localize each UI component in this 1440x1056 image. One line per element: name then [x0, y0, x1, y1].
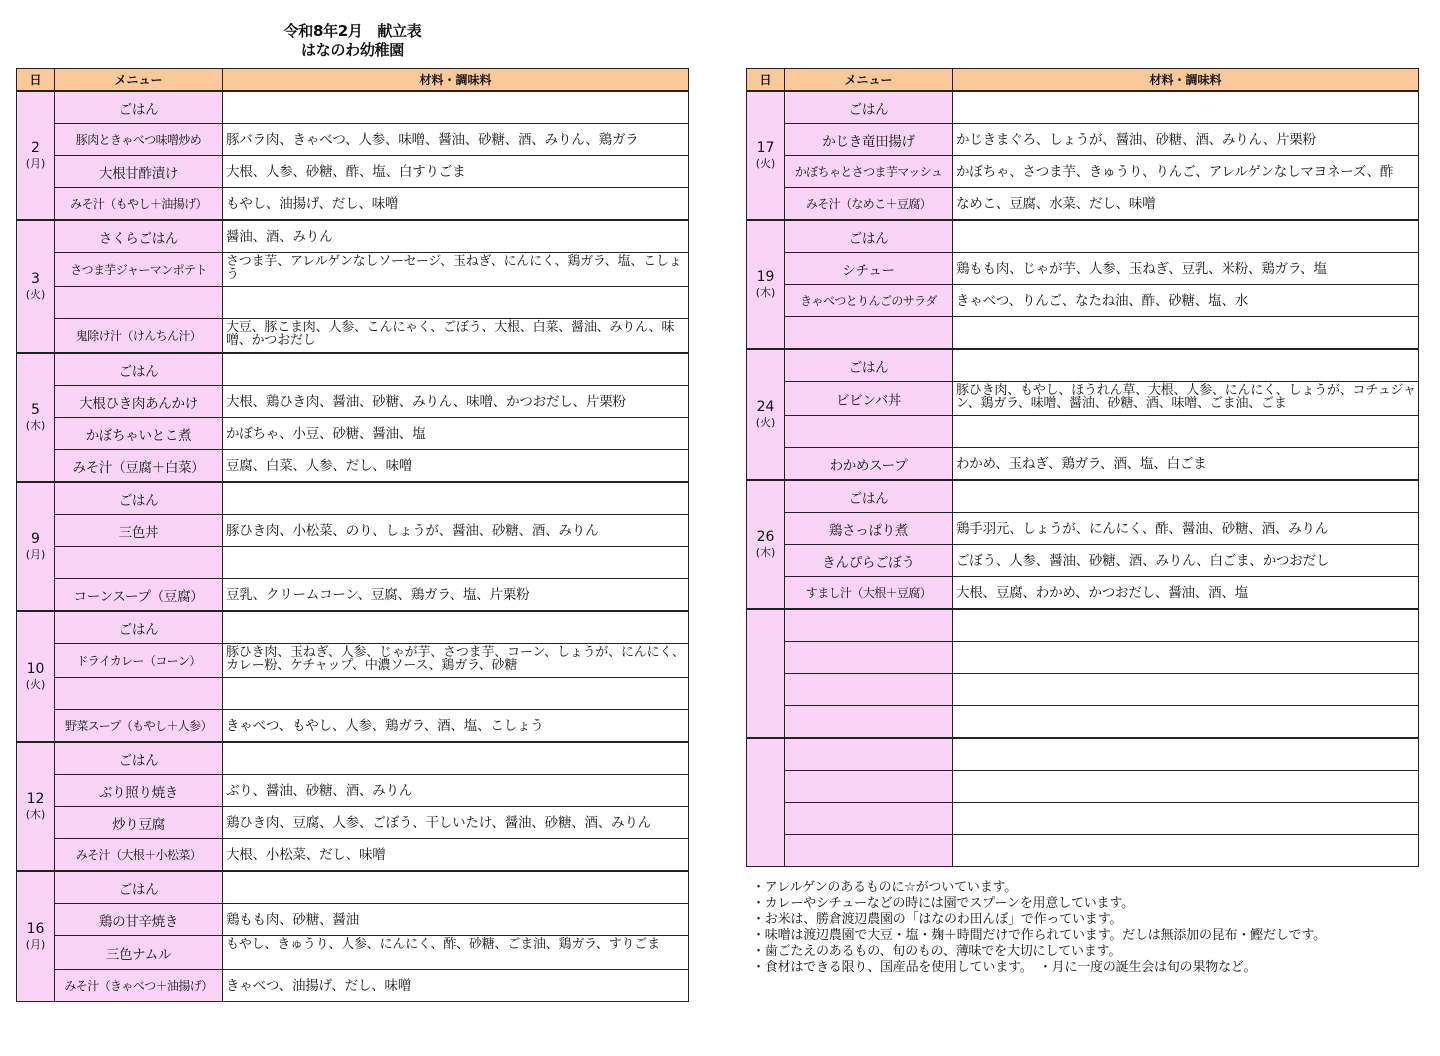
- ingredients-cell: [223, 547, 689, 579]
- weekday: (月): [25, 547, 46, 561]
- day-cell: [747, 349, 785, 480]
- ingredients-cell: ぶり、醤油、砂糖、酒、みりん: [223, 775, 689, 807]
- table-row: [17, 482, 689, 515]
- menu-cell: 鶏さっぱり煮: [785, 513, 953, 545]
- table-row: [17, 742, 689, 775]
- ingredients-cell: きゃべつ、りんご、なたね油、酢、砂糖、塩、水: [953, 285, 1419, 317]
- menu-cell: 豚肉ときゃべつ味噌炒め: [55, 124, 223, 156]
- menu-cell: [785, 803, 953, 835]
- ingredients-cell: [223, 742, 689, 775]
- day-number: 16: [26, 920, 45, 937]
- day-cell: [747, 480, 785, 609]
- day-cell: [17, 220, 55, 353]
- day-cell: [17, 611, 55, 742]
- ingredients-cell: [223, 353, 689, 386]
- ingredients-cell: [953, 91, 1419, 124]
- weekday: (月): [25, 156, 46, 170]
- ingredients-cell: さつま芋、アレルゲンなしソーセージ、玉ねぎ、にんにく、鶏ガラ、塩、こしょう: [223, 253, 689, 287]
- ingredients-cell: [223, 871, 689, 904]
- menu-cell: わかめスープ: [785, 448, 953, 481]
- table-row: [17, 287, 689, 319]
- menu-cell: みそ汁（なめこ＋豆腐）: [785, 188, 953, 221]
- table-row: [17, 839, 689, 872]
- menu-cell: [785, 674, 953, 706]
- notes-section: [752, 880, 1326, 976]
- table-row: [17, 188, 689, 221]
- page-title: [230, 22, 475, 60]
- weekday: (火): [755, 156, 776, 170]
- day-cell: [747, 220, 785, 349]
- weekday: (木): [755, 545, 776, 559]
- ingredients-cell: きゃべつ、もやし、人参、鶏ガラ、酒、塩、こしょう: [223, 710, 689, 743]
- ingredients-cell: 豚バラ肉、きゃべつ、人参、味噌、醤油、砂糖、酒、みりん、鶏ガラ: [223, 124, 689, 156]
- ingredients-cell: [953, 609, 1419, 642]
- ingredients-cell: [223, 678, 689, 710]
- col-header-day: 日: [17, 69, 55, 92]
- table-row: [747, 803, 1419, 835]
- table-row: [747, 577, 1419, 610]
- day-cell: [747, 738, 785, 867]
- menu-cell: ごはん: [55, 482, 223, 515]
- menu-cell: 鬼除け汁（けんちん汁）: [55, 319, 223, 354]
- menu-cell: ごはん: [55, 742, 223, 775]
- table-row: [17, 220, 689, 253]
- table-row: [747, 448, 1419, 481]
- table-row: [17, 807, 689, 839]
- day-number: 10: [26, 660, 45, 677]
- ingredients-cell: [953, 220, 1419, 253]
- menu-cell: きんぴらごぼう: [785, 545, 953, 577]
- ingredients-cell: [953, 416, 1419, 448]
- ingredients-cell: わかめ、玉ねぎ、鶏ガラ、酒、塩、白ごま: [953, 448, 1419, 481]
- day-number: 9: [31, 530, 40, 547]
- table-row: [747, 738, 1419, 771]
- ingredients-cell: 豚ひき肉、玉ねぎ、人参、じゃが芋、さつま芋、コーン、しょうが、にんにく、カレー粉、ケチャップ、中濃ソース、鶏ガラ、砂糖: [223, 644, 689, 678]
- table-row: [747, 91, 1419, 124]
- menu-cell: ごはん: [785, 349, 953, 382]
- table-row: [17, 91, 689, 124]
- table-row: [747, 835, 1419, 867]
- table-row: [747, 642, 1419, 674]
- day-cell: [747, 91, 785, 220]
- table-row: [747, 674, 1419, 706]
- menu-cell: ドライカレー（コーン）: [55, 644, 223, 678]
- day-number: 3: [31, 270, 40, 287]
- table-row: [747, 480, 1419, 513]
- ingredients-cell: [953, 803, 1419, 835]
- menu-cell: 大根甘酢漬け: [55, 156, 223, 188]
- table-row: [17, 710, 689, 743]
- table-row: [747, 771, 1419, 803]
- ingredients-cell: [953, 642, 1419, 674]
- menu-cell: [785, 771, 953, 803]
- ingredients-cell: [223, 482, 689, 515]
- menu-cell: [785, 706, 953, 739]
- table-row: [17, 319, 689, 354]
- menu-cell: [785, 642, 953, 674]
- table-row: [747, 156, 1419, 188]
- menu-cell: [785, 835, 953, 867]
- day-number: 24: [756, 398, 775, 415]
- menu-cell: [785, 416, 953, 448]
- menu-cell: さつま芋ジャーマンポテト: [55, 253, 223, 287]
- table-row: [747, 545, 1419, 577]
- table-row: [747, 349, 1419, 382]
- menu-cell: 炒り豆腐: [55, 807, 223, 839]
- ingredients-cell: [223, 611, 689, 644]
- table-row: [17, 775, 689, 807]
- table-row: [17, 418, 689, 450]
- day-cell: [17, 742, 55, 871]
- menu-cell: みそ汁（大根＋小松菜）: [55, 839, 223, 872]
- ingredients-cell: [953, 349, 1419, 382]
- ingredients-cell: かぼちゃ、さつま芋、きゅうり、りんご、アレルゲンなしマヨネーズ、酢: [953, 156, 1419, 188]
- ingredients-cell: かぼちゃ、小豆、砂糖、醤油、塩: [223, 418, 689, 450]
- menu-cell: かじき竜田揚げ: [785, 124, 953, 156]
- col-header-menu: メニュー: [785, 69, 953, 92]
- day-number: 26: [756, 528, 775, 545]
- menu-cell: かぼちゃとさつま芋マッシュ: [785, 156, 953, 188]
- ingredients-cell: [223, 91, 689, 124]
- menu-cell: ごはん: [55, 353, 223, 386]
- weekday: (火): [25, 287, 46, 301]
- menu-cell: 野菜スープ（もやし＋人参）: [55, 710, 223, 743]
- menu-cell: ビビンバ丼: [785, 382, 953, 416]
- table-row: [17, 547, 689, 579]
- day-cell: [747, 609, 785, 738]
- table-row: [17, 450, 689, 483]
- table-row: [17, 124, 689, 156]
- table-row: [17, 904, 689, 936]
- menu-cell: 大根ひき肉あんかけ: [55, 386, 223, 418]
- menu-cell: かぼちゃいとこ煮: [55, 418, 223, 450]
- ingredients-cell: 豆腐、白菜、人参、だし、味噌: [223, 450, 689, 483]
- title-line1: 令和8年2月 献立表: [283, 22, 422, 40]
- menu-cell: ぶり照り焼き: [55, 775, 223, 807]
- menu-cell: みそ汁（もやし＋油揚げ）: [55, 188, 223, 221]
- col-header-day: 日: [747, 69, 785, 92]
- menu-cell: [785, 738, 953, 771]
- table-row: [747, 124, 1419, 156]
- ingredients-cell: もやし、油揚げ、だし、味噌: [223, 188, 689, 221]
- menu-cell: [55, 678, 223, 710]
- left-menu-table: [16, 68, 689, 1002]
- note-line: ・食材はできる限り、国産品を使用しています。 ・月に一度の誕生会は旬の果物など。: [752, 960, 1257, 975]
- ingredients-cell: もやし、きゅうり、人参、にんにく、酢、砂糖、ごま油、鶏ガラ、すりごま: [223, 936, 689, 970]
- weekday: (木): [755, 285, 776, 299]
- menu-cell: きゃべつとりんごのサラダ: [785, 285, 953, 317]
- table-row: [747, 609, 1419, 642]
- ingredients-cell: 鶏手羽元、しょうが、にんにく、酢、醤油、砂糖、酒、みりん: [953, 513, 1419, 545]
- table-row: [17, 644, 689, 678]
- note-line: ・味噌は渡辺農園で大豆・塩・麹＋時間だけで作られています。だしは無添加の昆布・鰹だしです。: [752, 928, 1326, 943]
- ingredients-cell: [953, 480, 1419, 513]
- ingredients-cell: 醤油、酒、みりん: [223, 220, 689, 253]
- table-row: [747, 513, 1419, 545]
- ingredients-cell: ごぼう、人参、醤油、砂糖、酒、みりん、白ごま、かつおだし: [953, 545, 1419, 577]
- table-row: [17, 579, 689, 612]
- ingredients-cell: 豆乳、クリームコーン、豆腐、鶏ガラ、塩、片栗粉: [223, 579, 689, 612]
- ingredients-cell: [223, 287, 689, 319]
- day-cell: [17, 91, 55, 220]
- menu-cell: [785, 317, 953, 350]
- table-row: [747, 416, 1419, 448]
- table-row: [747, 382, 1419, 416]
- ingredients-cell: [953, 835, 1419, 867]
- ingredients-cell: [953, 738, 1419, 771]
- ingredients-cell: なめこ、豆腐、水菜、だし、味噌: [953, 188, 1419, 221]
- ingredients-cell: [953, 317, 1419, 350]
- weekday: (月): [25, 937, 46, 951]
- weekday: (木): [25, 418, 46, 432]
- ingredients-cell: 大根、鶏ひき肉、醤油、砂糖、みりん、味噌、かつおだし、片栗粉: [223, 386, 689, 418]
- menu-cell: [55, 287, 223, 319]
- col-header-menu: メニュー: [55, 69, 223, 92]
- day-number: 19: [756, 268, 775, 285]
- day-cell: [17, 482, 55, 611]
- day-number: 5: [31, 401, 40, 418]
- menu-cell: シチュー: [785, 253, 953, 285]
- menu-cell: ごはん: [55, 871, 223, 904]
- table-row: [747, 285, 1419, 317]
- table-row: [17, 353, 689, 386]
- day-number: 17: [756, 139, 775, 156]
- ingredients-cell: 大根、豆腐、わかめ、かつおだし、醤油、酒、塩: [953, 577, 1419, 610]
- ingredients-cell: 豚ひき肉、もやし、ほうれん草、大根、人参、にんにく、しょうが、コチュジャン、鶏ガラ、味噌、醤油、砂糖、酒、味噌、ごま油、ごま: [953, 382, 1419, 416]
- note-line: ・カレーやシチューなどの時には園でスプーンを用意しています。: [752, 896, 1134, 911]
- table-row: [17, 253, 689, 287]
- table-row: [747, 706, 1419, 739]
- ingredients-cell: [953, 674, 1419, 706]
- day-number: 2: [31, 139, 40, 156]
- ingredients-cell: [953, 706, 1419, 739]
- table-row: [17, 386, 689, 418]
- menu-cell: みそ汁（豆腐＋白菜）: [55, 450, 223, 483]
- ingredients-cell: きゃべつ、油揚げ、だし、味噌: [223, 970, 689, 1002]
- menu-cell: [785, 609, 953, 642]
- weekday: (火): [25, 677, 46, 691]
- day-cell: [17, 871, 55, 1002]
- ingredients-cell: 鶏もも肉、砂糖、醤油: [223, 904, 689, 936]
- note-line: ・歯ごたえのあるもの、旬のもの、薄味でを大切にしています。: [752, 944, 1122, 959]
- ingredients-cell: 大根、人参、砂糖、酢、塩、白すりごま: [223, 156, 689, 188]
- day-number: 12: [26, 790, 45, 807]
- col-header-ingredients: 材料・調味料: [953, 69, 1419, 92]
- table-row: [17, 156, 689, 188]
- menu-cell: 三色丼: [55, 515, 223, 547]
- ingredients-cell: 鶏ひき肉、豆腐、人参、ごぼう、干しいたけ、醤油、砂糖、酒、みりん: [223, 807, 689, 839]
- menu-cell: ごはん: [785, 480, 953, 513]
- table-row: [747, 317, 1419, 350]
- weekday: (火): [755, 415, 776, 429]
- table-row: [17, 970, 689, 1002]
- ingredients-cell: 大豆、豚こま肉、人参、こんにゃく、ごぼう、大根、白菜、醤油、みりん、味噌、かつおだし: [223, 319, 689, 354]
- table-row: [747, 253, 1419, 285]
- table-row: [747, 188, 1419, 221]
- col-header-ingredients: 材料・調味料: [223, 69, 689, 92]
- note-line: ・アレルゲンのあるものに☆がついています。: [752, 880, 1018, 895]
- ingredients-cell: [953, 771, 1419, 803]
- menu-cell: 鶏の甘辛焼き: [55, 904, 223, 936]
- table-row: [17, 678, 689, 710]
- ingredients-cell: 鶏もも肉、じゃが芋、人参、玉ねぎ、豆乳、米粉、鶏ガラ、塩: [953, 253, 1419, 285]
- table-row: [17, 936, 689, 970]
- menu-cell: コーンスープ（豆腐）: [55, 579, 223, 612]
- note-line: ・お米は、勝倉渡辺農園の「はなのわ田んぼ」で作っています。: [752, 912, 1123, 927]
- table-row: [17, 515, 689, 547]
- table-row: [17, 611, 689, 644]
- menu-cell: ごはん: [785, 91, 953, 124]
- menu-cell: ごはん: [55, 611, 223, 644]
- right-menu-table: [746, 68, 1419, 867]
- ingredients-cell: 大根、小松菜、だし、味噌: [223, 839, 689, 872]
- menu-cell: すまし汁（大根＋豆腐）: [785, 577, 953, 610]
- menu-cell: さくらごはん: [55, 220, 223, 253]
- weekday: (木): [25, 807, 46, 821]
- day-cell: [17, 353, 55, 482]
- menu-cell: ごはん: [785, 220, 953, 253]
- menu-cell: [55, 547, 223, 579]
- table-row: [747, 220, 1419, 253]
- table-row: [17, 871, 689, 904]
- menu-cell: みそ汁（きゃべつ＋油揚げ）: [55, 970, 223, 1002]
- ingredients-cell: かじきまぐろ、しょうが、醤油、砂糖、酒、みりん、片栗粉: [953, 124, 1419, 156]
- menu-cell: ごはん: [55, 91, 223, 124]
- title-line2: はなのわ幼稚園: [301, 41, 404, 59]
- menu-cell: 三色ナムル: [55, 936, 223, 970]
- ingredients-cell: 豚ひき肉、小松菜、のり、しょうが、醤油、砂糖、酒、みりん: [223, 515, 689, 547]
